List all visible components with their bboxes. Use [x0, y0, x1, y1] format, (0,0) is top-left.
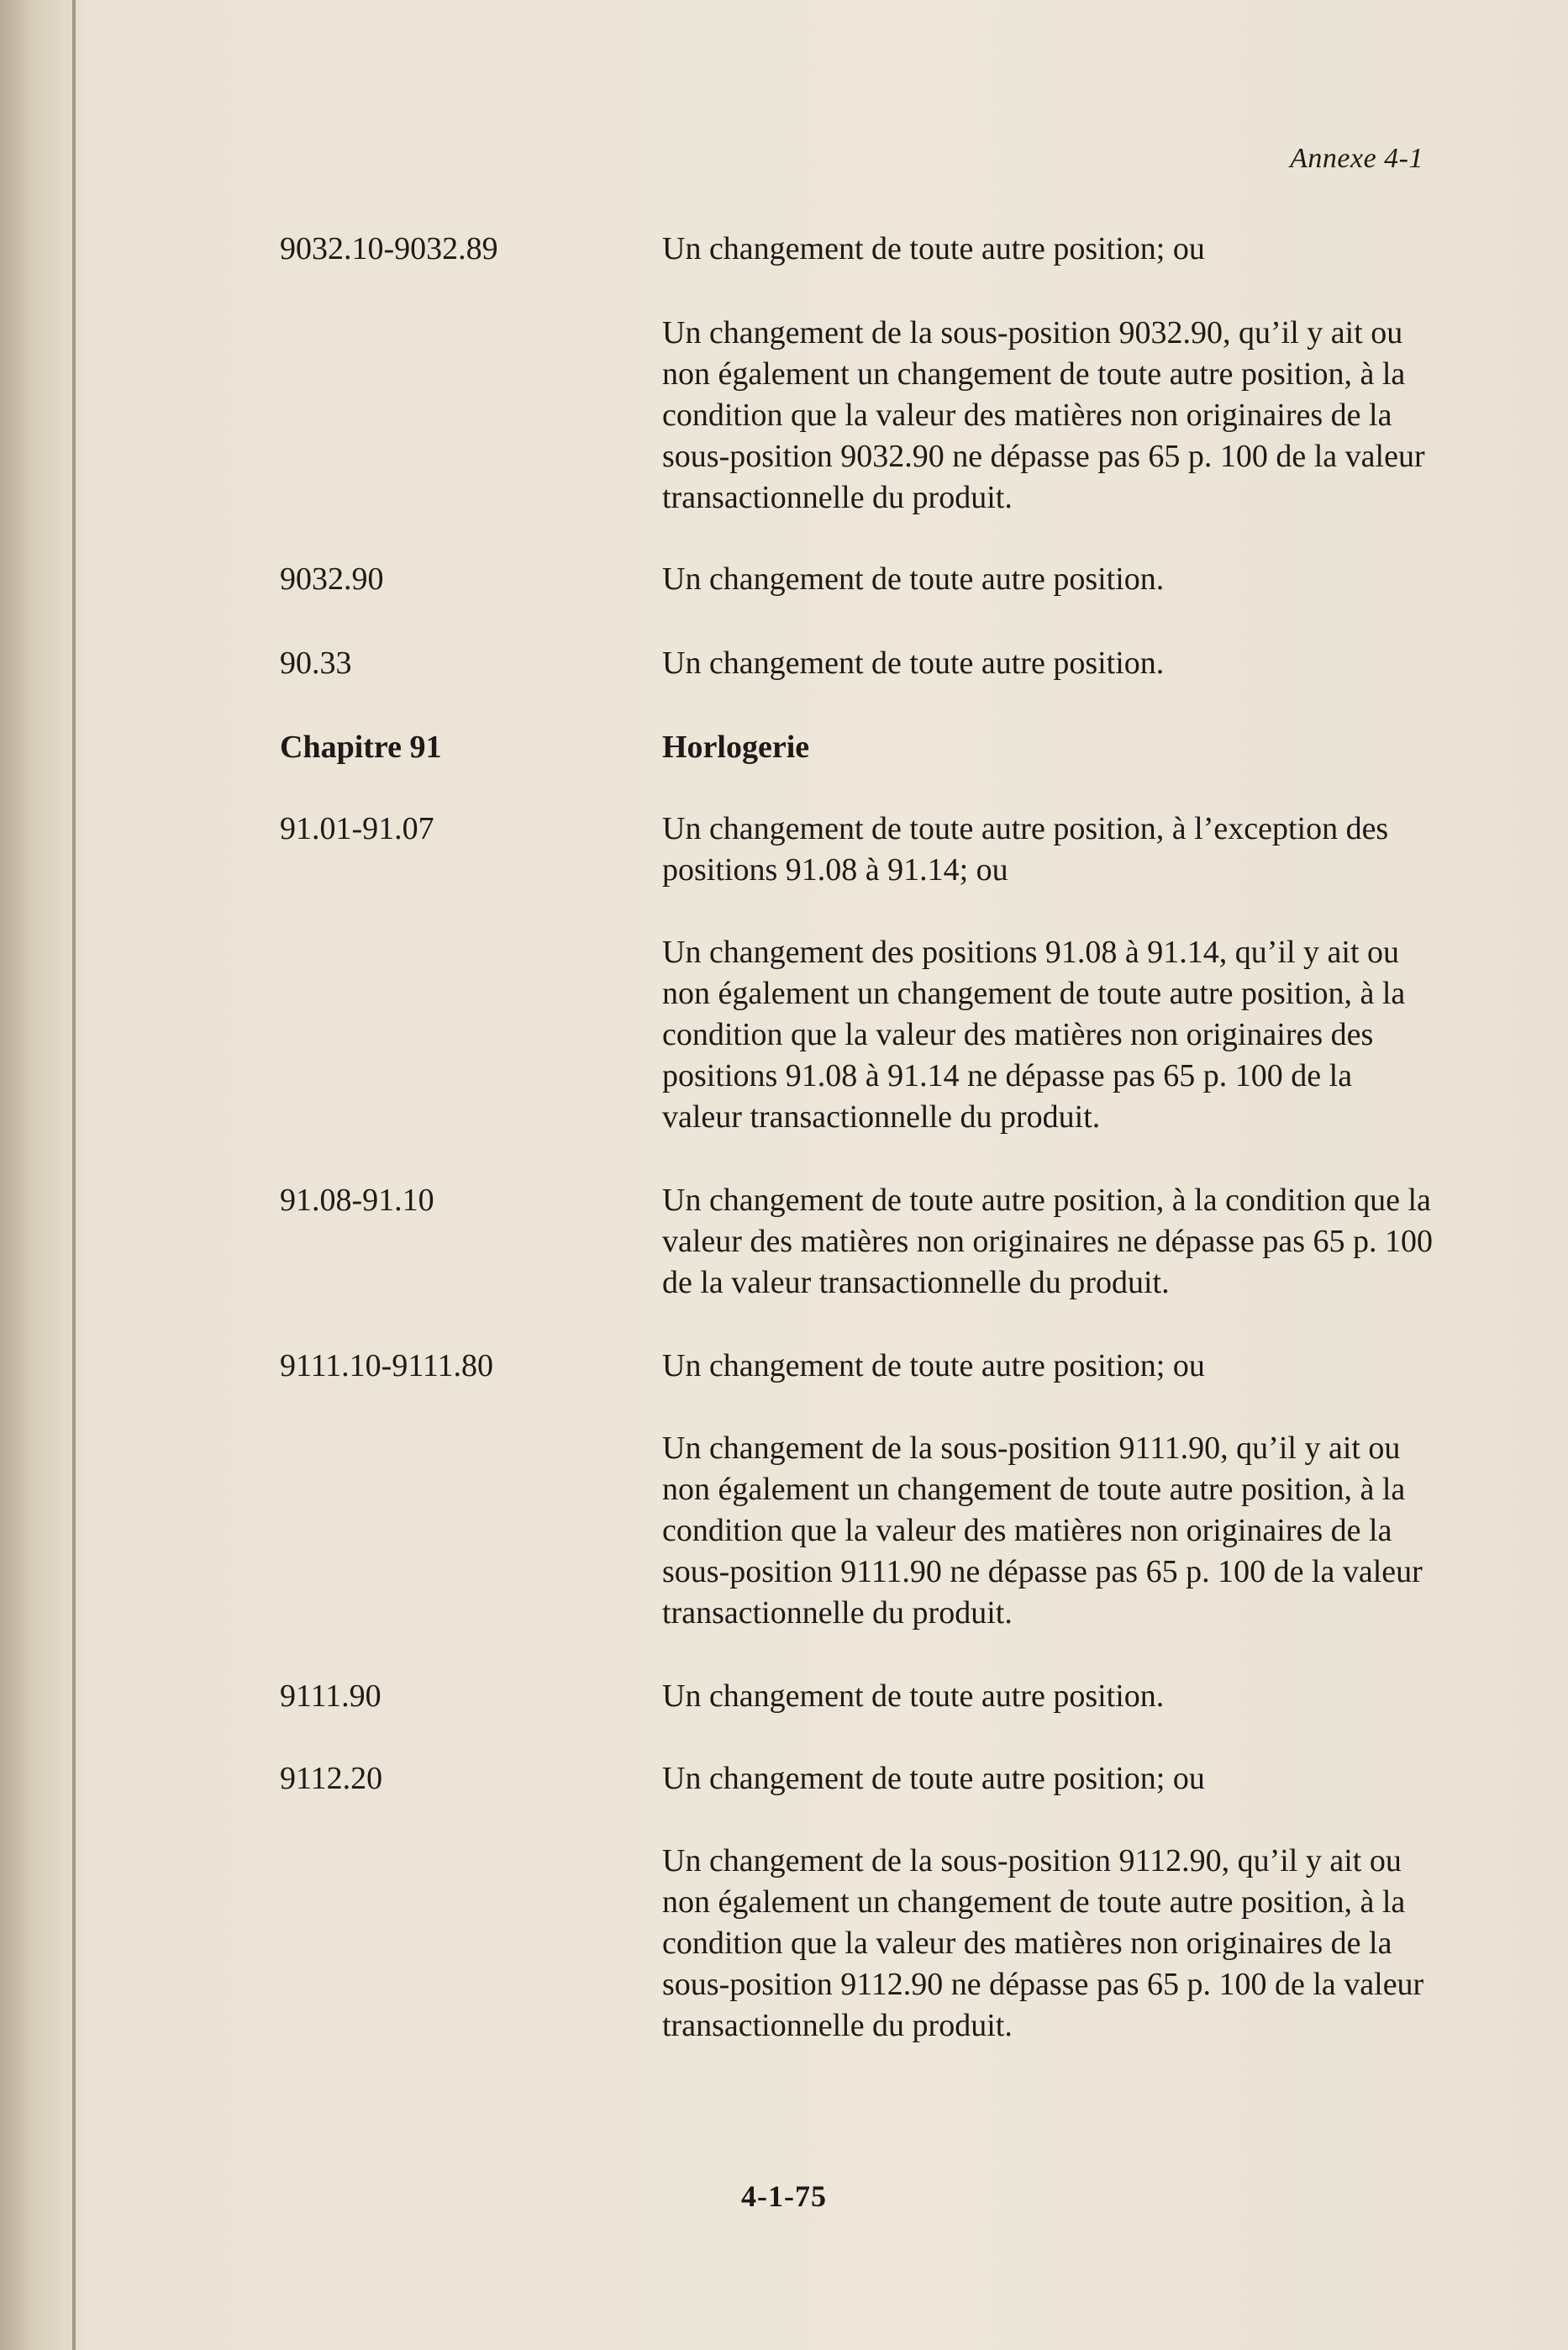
tariff-code: 90.33	[280, 645, 352, 681]
tariff-code: 9112.20	[280, 1761, 383, 1796]
tariff-code: 9032.90	[280, 561, 384, 597]
chapter-title: Horlogerie	[662, 730, 810, 765]
rule-text: Un changement de toute autre position; ou	[662, 231, 1205, 266]
page-number: 4-1-75	[741, 2179, 827, 2213]
rule-text: Un changement de toute autre position.	[662, 1678, 1165, 1714]
rule-text: Un changement de la sous-position 9032.90, qu’il y ait ou non également un changement de toute autre position, à la condition que la valeur des matières non originaires de la sous-position 9032.90 ne dépasse pas 65 p. 100 de la valeur transactionnelle du produit.	[662, 315, 1425, 515]
tariff-code: 9111.10-9111.80	[280, 1348, 494, 1383]
tariff-code: 9032.10-9032.89	[280, 231, 498, 266]
tariff-code: 9111.90	[280, 1678, 381, 1714]
rule-text: Un changement de la sous-position 9112.90, qu’il y ait ou non également un changement de toute autre position, à la condition que la valeur des matières non originaires de la sous-position 9112.90 ne dépasse pas 65 p. 100 de la valeur transactionnelle du produit.	[662, 1843, 1424, 2043]
tariff-code: 91.01-91.07	[280, 811, 434, 846]
tariff-code: 91.08-91.10	[280, 1183, 434, 1218]
rule-text: Un changement des positions 91.08 à 91.14, qu’il y ait ou non également un changement de toute autre position, à la condition que la valeur des matières non originaires des positions 91.08 à 91.14 ne dépasse pas 65 p. 100 de la valeur transactionnelle du produit.	[662, 935, 1406, 1135]
page-gutter-line	[72, 0, 76, 2350]
chapter-label: Chapitre 91	[280, 730, 442, 765]
rule-text: Un changement de toute autre position, à la condition que la valeur des matières non originaires ne dépasse pas 65 p. 100 de la valeur transactionnelle du produit.	[662, 1183, 1434, 1300]
rule-text: Un changement de toute autre position; ou	[662, 1761, 1205, 1796]
rule-text: Un changement de toute autre position.	[662, 561, 1165, 597]
rule-text: Un changement de toute autre position, à l’exception des positions 91.08 à 91.14; ou	[662, 811, 1389, 888]
rule-text: Un changement de la sous-position 9111.90, qu’il y ait ou non également un changement de toute autre position, à la condition que la valeur des matières non originaires de la sous-position 9111.90 ne dépasse pas 65 p. 100 de la valeur transactionnelle du produit.	[662, 1431, 1423, 1631]
rule-text: Un changement de toute autre position.	[662, 645, 1165, 681]
rule-text: Un changement de toute autre position; ou	[662, 1348, 1205, 1383]
annex-header: Annexe 4-1	[1290, 143, 1423, 174]
